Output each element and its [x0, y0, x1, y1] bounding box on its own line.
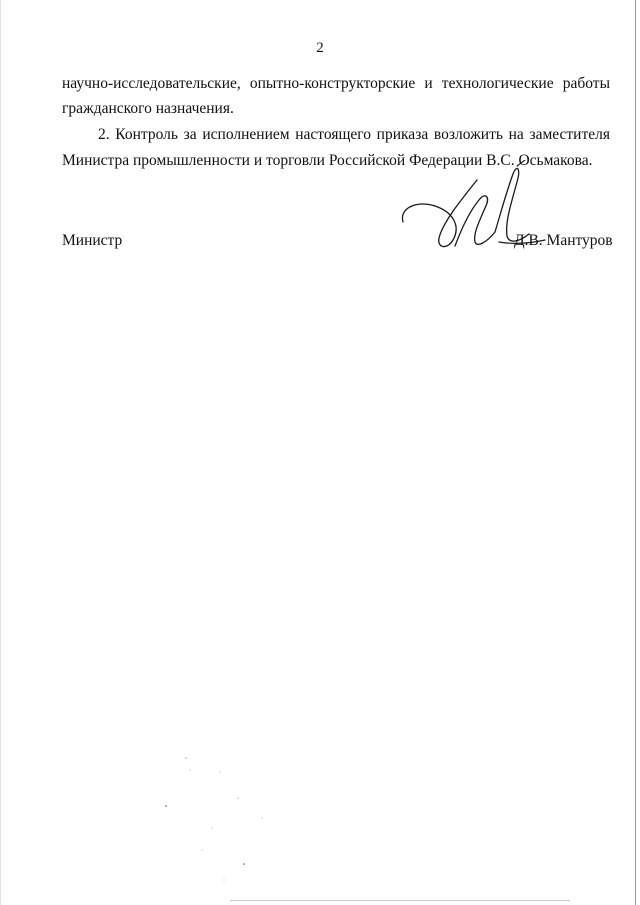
signatory-name: Д.В. Мантуров: [514, 232, 613, 249]
signature-stroke-loop: [402, 180, 477, 247]
paragraph-1-line-1: научно-исследовательские, опытно-конструкторские и технологические работы: [62, 75, 610, 92]
scan-bottom-edge: [230, 900, 570, 901]
scan-specks: [150, 740, 290, 900]
scan-edge-right: [635, 0, 636, 905]
signature-stroke-middle: [455, 196, 495, 246]
scan-edge-left: [0, 0, 1, 905]
paragraph-1-line-2: гражданского назначения.: [62, 100, 234, 117]
page-number: 2: [316, 40, 324, 56]
paragraph-2-line-1: 2. Контроль за исполнением настоящего приказа возложить на заместителя: [98, 126, 610, 143]
signatory-title: Министр: [62, 232, 123, 249]
signature-stroke-tick: [517, 160, 525, 166]
paragraph-2-line-2: Министра промышленности и торговли Российской Федерации В.С. Осьмакова.: [62, 152, 593, 169]
